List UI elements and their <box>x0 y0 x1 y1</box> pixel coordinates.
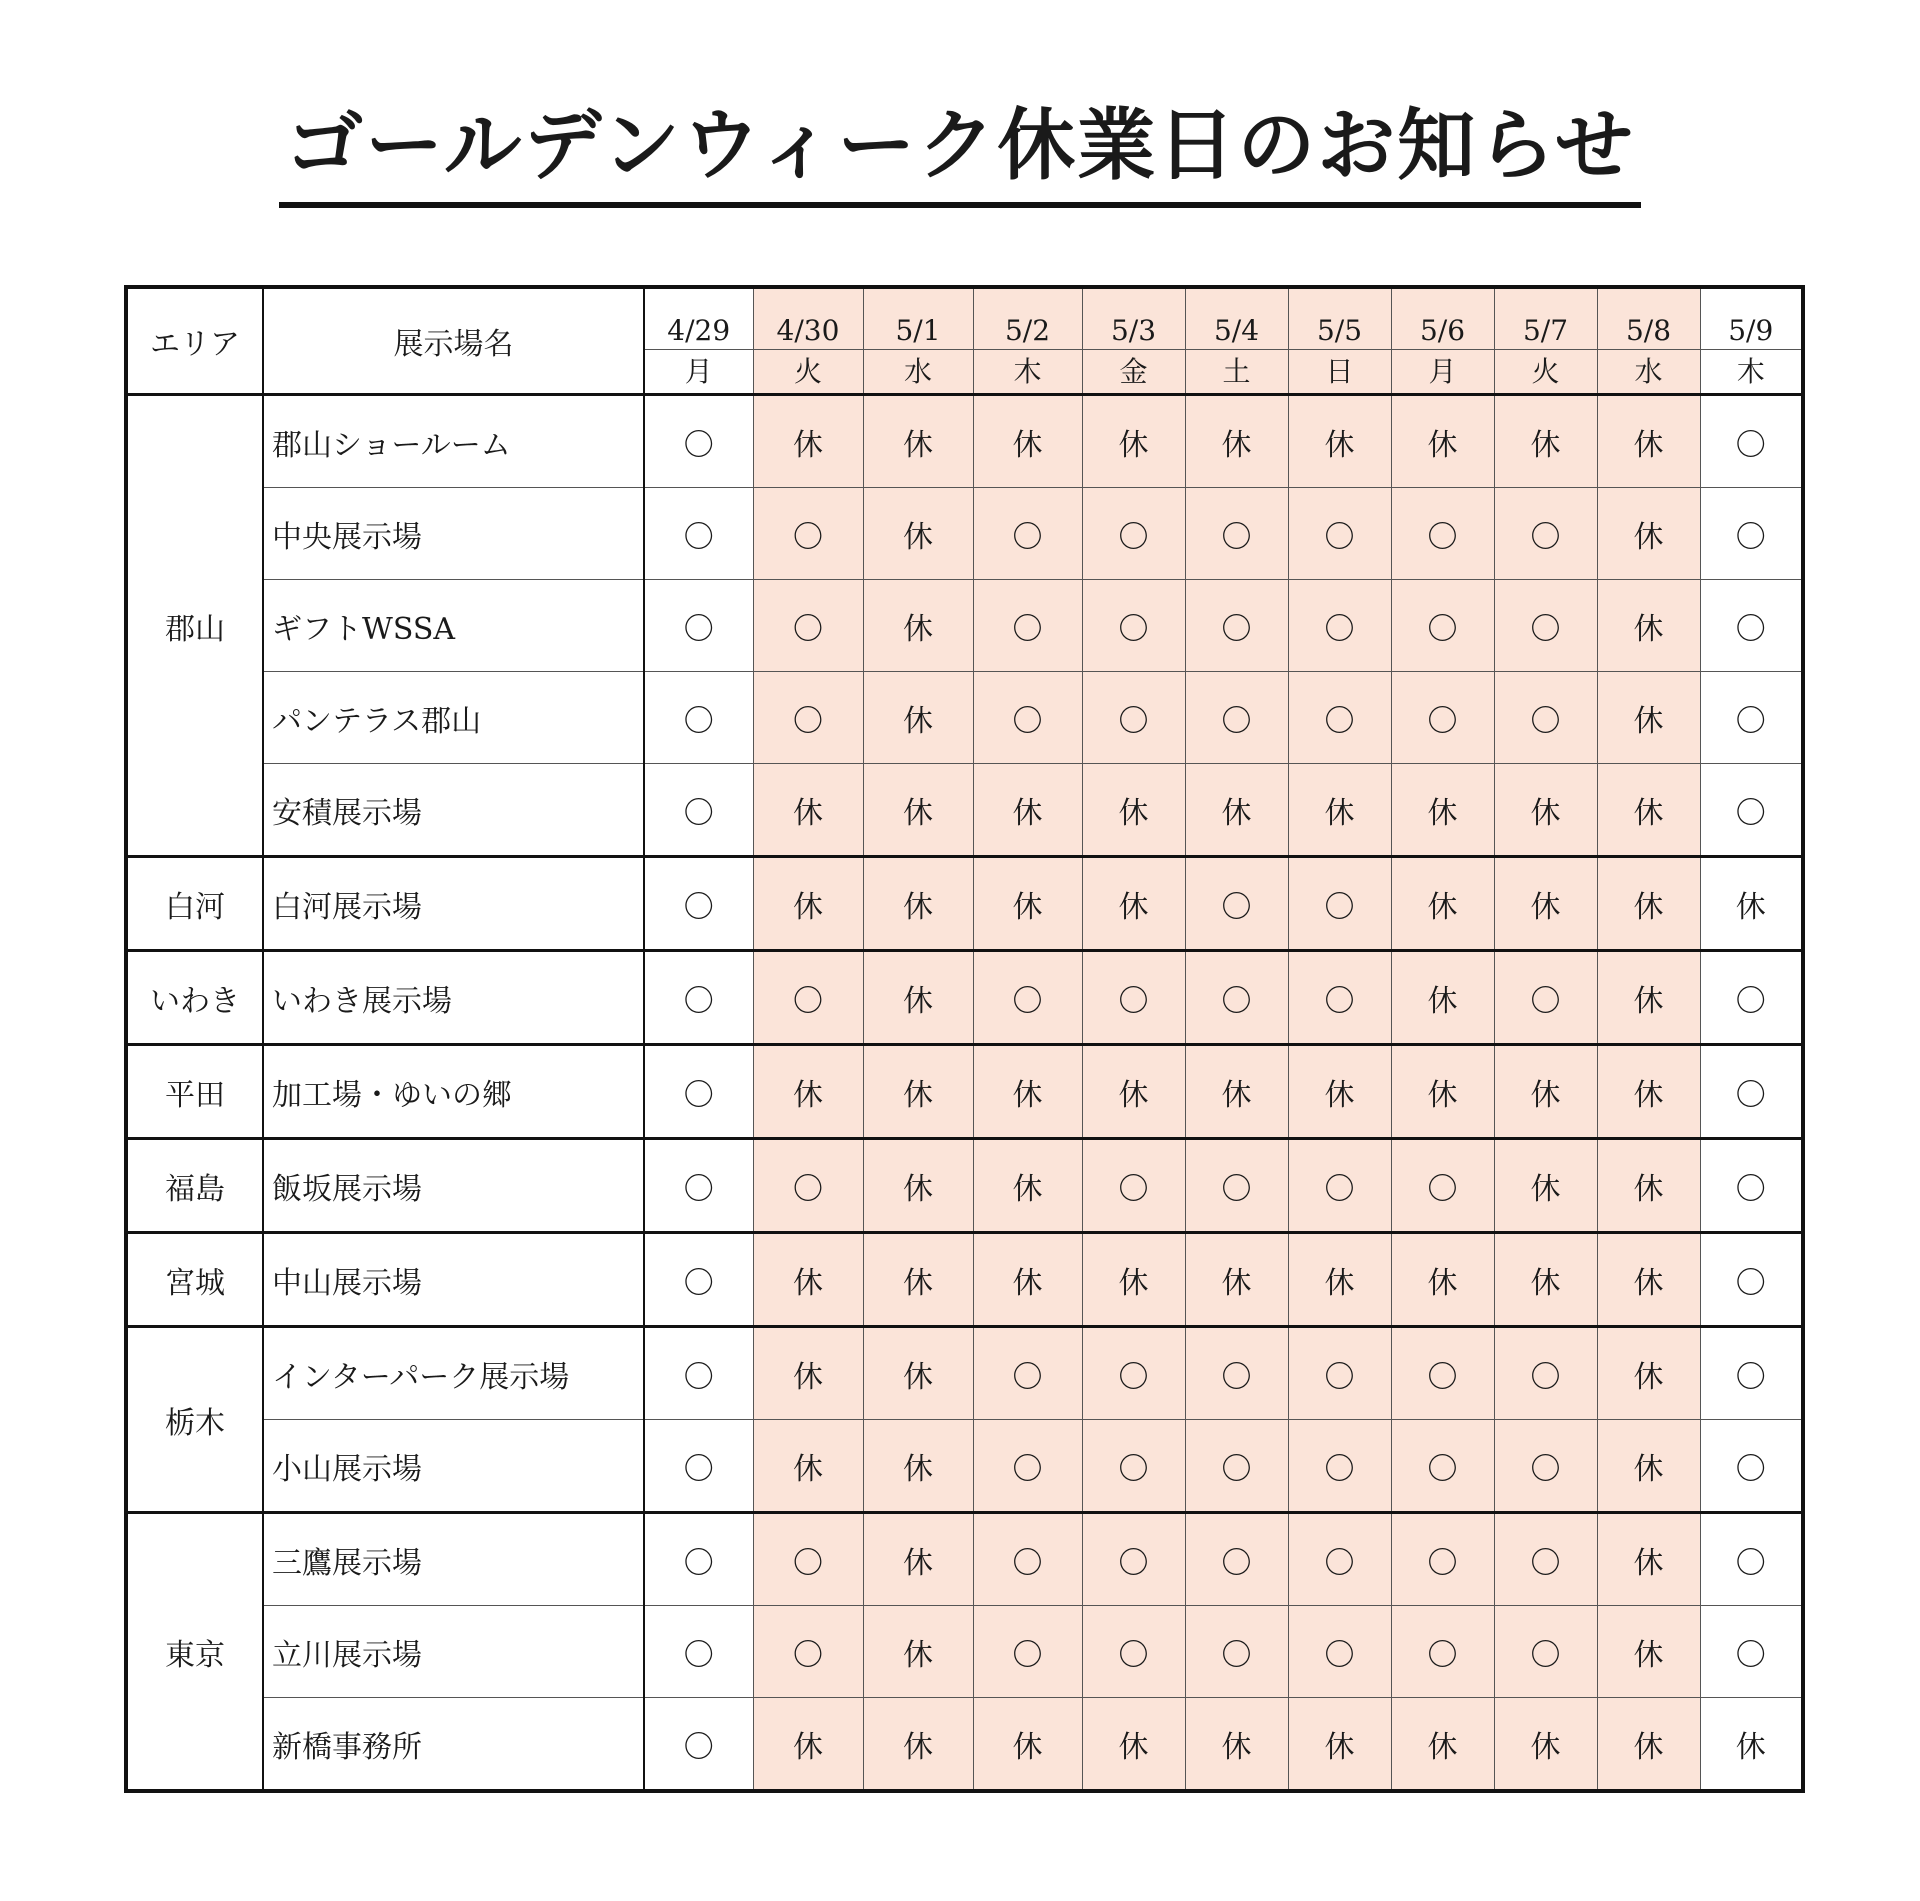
weekday-header: 月 <box>644 350 753 395</box>
open-mark-cell: 〇 <box>1185 1327 1288 1420</box>
table-row <box>126 1327 1803 1420</box>
weekday-header: 日 <box>1288 350 1391 395</box>
area-cell: いわき <box>126 951 263 1045</box>
closed-mark-cell: 休 <box>753 1420 863 1513</box>
closed-mark-cell: 休 <box>973 764 1082 857</box>
open-mark-cell: 〇 <box>644 951 753 1045</box>
open-mark-cell: 〇 <box>1700 672 1803 764</box>
closed-mark-cell: 休 <box>1391 395 1494 488</box>
closed-mark-cell: 休 <box>753 1233 863 1327</box>
open-mark-cell: 〇 <box>1185 1513 1288 1606</box>
open-mark-cell: 〇 <box>644 764 753 857</box>
closed-mark-cell: 休 <box>1494 395 1597 488</box>
page-title <box>0 96 1920 208</box>
closed-mark-cell: 休 <box>753 1698 863 1792</box>
header-date-row <box>126 287 1803 350</box>
open-mark-cell: 〇 <box>644 857 753 951</box>
weekday-header: 月 <box>1391 350 1494 395</box>
area-cell: 宮城 <box>126 1233 263 1327</box>
closed-mark-cell: 休 <box>973 857 1082 951</box>
open-mark-cell: 〇 <box>1185 580 1288 672</box>
page-title-text: ゴールデンウィーク休業日のお知らせ <box>279 96 1641 208</box>
closed-mark-cell: 休 <box>973 1045 1082 1139</box>
open-mark-cell: 〇 <box>1185 1139 1288 1233</box>
closed-mark-cell: 休 <box>1288 764 1391 857</box>
open-mark-cell: 〇 <box>973 1513 1082 1606</box>
open-mark-cell: 〇 <box>973 672 1082 764</box>
closed-mark-cell: 休 <box>1597 1698 1700 1792</box>
open-mark-cell: 〇 <box>1494 580 1597 672</box>
closed-mark-cell: 休 <box>1597 1233 1700 1327</box>
closed-mark-cell: 休 <box>1082 395 1185 488</box>
area-cell: 東京 <box>126 1513 263 1792</box>
closed-mark-cell: 休 <box>1494 1139 1597 1233</box>
closed-mark-cell: 休 <box>863 764 973 857</box>
open-mark-cell: 〇 <box>1288 672 1391 764</box>
site-name-cell: 中山展示場 <box>263 1233 644 1327</box>
closed-mark-cell: 休 <box>1597 1606 1700 1698</box>
table-row <box>126 857 1803 951</box>
holiday-schedule-table <box>124 285 1805 1793</box>
open-mark-cell: 〇 <box>644 1233 753 1327</box>
closed-mark-cell: 休 <box>1185 1045 1288 1139</box>
closed-mark-cell: 休 <box>1082 1698 1185 1792</box>
closed-mark-cell: 休 <box>1082 764 1185 857</box>
open-mark-cell: 〇 <box>1185 1420 1288 1513</box>
table-row <box>126 951 1803 1045</box>
open-mark-cell: 〇 <box>644 395 753 488</box>
closed-mark-cell: 休 <box>1494 1233 1597 1327</box>
weekday-header: 土 <box>1185 350 1288 395</box>
date-header: 5/6 <box>1391 287 1494 350</box>
open-mark-cell: 〇 <box>1288 1139 1391 1233</box>
open-mark-cell: 〇 <box>1700 1606 1803 1698</box>
open-mark-cell: 〇 <box>753 488 863 580</box>
date-header: 5/3 <box>1082 287 1185 350</box>
open-mark-cell: 〇 <box>1288 1606 1391 1698</box>
open-mark-cell: 〇 <box>644 1513 753 1606</box>
site-name-cell: 白河展示場 <box>263 857 644 951</box>
date-header: 5/7 <box>1494 287 1597 350</box>
open-mark-cell: 〇 <box>1494 1513 1597 1606</box>
closed-mark-cell: 休 <box>753 764 863 857</box>
area-cell: 栃木 <box>126 1327 263 1513</box>
closed-mark-cell: 休 <box>1288 1698 1391 1792</box>
open-mark-cell: 〇 <box>753 1606 863 1698</box>
open-mark-cell: 〇 <box>1391 1606 1494 1698</box>
closed-mark-cell: 休 <box>1597 580 1700 672</box>
open-mark-cell: 〇 <box>1391 1327 1494 1420</box>
open-mark-cell: 〇 <box>1700 1045 1803 1139</box>
area-cell: 白河 <box>126 857 263 951</box>
closed-mark-cell: 休 <box>1597 488 1700 580</box>
date-header: 5/8 <box>1597 287 1700 350</box>
table-row <box>126 395 1803 488</box>
closed-mark-cell: 休 <box>1494 764 1597 857</box>
closed-mark-cell: 休 <box>1185 764 1288 857</box>
date-header: 5/4 <box>1185 287 1288 350</box>
open-mark-cell: 〇 <box>1082 672 1185 764</box>
open-mark-cell: 〇 <box>1494 1420 1597 1513</box>
open-mark-cell: 〇 <box>753 951 863 1045</box>
open-mark-cell: 〇 <box>1288 488 1391 580</box>
site-name-cell: 安積展示場 <box>263 764 644 857</box>
closed-mark-cell: 休 <box>1700 857 1803 951</box>
open-mark-cell: 〇 <box>1700 1233 1803 1327</box>
closed-mark-cell: 休 <box>1082 1233 1185 1327</box>
open-mark-cell: 〇 <box>644 1327 753 1420</box>
closed-mark-cell: 休 <box>1288 395 1391 488</box>
open-mark-cell: 〇 <box>644 1606 753 1698</box>
open-mark-cell: 〇 <box>1700 1327 1803 1420</box>
closed-mark-cell: 休 <box>1597 857 1700 951</box>
site-name-cell: 加工場・ゆいの郷 <box>263 1045 644 1139</box>
open-mark-cell: 〇 <box>644 488 753 580</box>
closed-mark-cell: 休 <box>1597 1420 1700 1513</box>
closed-mark-cell: 休 <box>1494 857 1597 951</box>
table-row <box>126 1420 1803 1513</box>
open-mark-cell: 〇 <box>973 1420 1082 1513</box>
open-mark-cell: 〇 <box>644 1045 753 1139</box>
closed-mark-cell: 休 <box>1391 951 1494 1045</box>
open-mark-cell: 〇 <box>1185 1606 1288 1698</box>
closed-mark-cell: 休 <box>1494 1698 1597 1792</box>
table-row <box>126 672 1803 764</box>
closed-mark-cell: 休 <box>753 1327 863 1420</box>
open-mark-cell: 〇 <box>1082 1139 1185 1233</box>
open-mark-cell: 〇 <box>1288 580 1391 672</box>
area-cell: 郡山 <box>126 395 263 857</box>
closed-mark-cell: 休 <box>863 1233 973 1327</box>
site-name-cell: 小山展示場 <box>263 1420 644 1513</box>
open-mark-cell: 〇 <box>973 1606 1082 1698</box>
weekday-header: 水 <box>863 350 973 395</box>
open-mark-cell: 〇 <box>1082 1327 1185 1420</box>
weekday-header: 火 <box>1494 350 1597 395</box>
open-mark-cell: 〇 <box>1082 1420 1185 1513</box>
closed-mark-cell: 休 <box>1185 1233 1288 1327</box>
site-name-cell: 立川展示場 <box>263 1606 644 1698</box>
weekday-header: 火 <box>753 350 863 395</box>
date-header: 4/29 <box>644 287 753 350</box>
open-mark-cell: 〇 <box>973 580 1082 672</box>
date-header: 5/1 <box>863 287 973 350</box>
closed-mark-cell: 休 <box>1597 1327 1700 1420</box>
closed-mark-cell: 休 <box>973 1233 1082 1327</box>
table-row <box>126 764 1803 857</box>
open-mark-cell: 〇 <box>1494 1606 1597 1698</box>
site-name-cell: 三鷹展示場 <box>263 1513 644 1606</box>
closed-mark-cell: 休 <box>863 672 973 764</box>
open-mark-cell: 〇 <box>1700 488 1803 580</box>
table-row <box>126 1045 1803 1139</box>
site-name-cell: いわき展示場 <box>263 951 644 1045</box>
closed-mark-cell: 休 <box>1597 672 1700 764</box>
open-mark-cell: 〇 <box>1494 1327 1597 1420</box>
closed-mark-cell: 休 <box>973 395 1082 488</box>
open-mark-cell: 〇 <box>1288 951 1391 1045</box>
open-mark-cell: 〇 <box>1700 580 1803 672</box>
closed-mark-cell: 休 <box>1391 1233 1494 1327</box>
area-cell: 福島 <box>126 1139 263 1233</box>
closed-mark-cell: 休 <box>863 951 973 1045</box>
table-row <box>126 1606 1803 1698</box>
open-mark-cell: 〇 <box>1185 951 1288 1045</box>
closed-mark-cell: 休 <box>753 1045 863 1139</box>
table-row <box>126 580 1803 672</box>
open-mark-cell: 〇 <box>1082 1606 1185 1698</box>
open-mark-cell: 〇 <box>644 1139 753 1233</box>
date-header: 5/9 <box>1700 287 1803 350</box>
open-mark-cell: 〇 <box>1391 1139 1494 1233</box>
area-column-header: エリア <box>126 287 263 395</box>
closed-mark-cell: 休 <box>863 1139 973 1233</box>
closed-mark-cell: 休 <box>1391 764 1494 857</box>
open-mark-cell: 〇 <box>644 580 753 672</box>
weekday-header: 水 <box>1597 350 1700 395</box>
table-row <box>126 1698 1803 1792</box>
open-mark-cell: 〇 <box>1185 672 1288 764</box>
weekday-header: 金 <box>1082 350 1185 395</box>
closed-mark-cell: 休 <box>1597 395 1700 488</box>
site-name-column-header: 展示場名 <box>263 287 644 395</box>
open-mark-cell: 〇 <box>1494 488 1597 580</box>
site-name-cell: パンテラス郡山 <box>263 672 644 764</box>
closed-mark-cell: 休 <box>863 1698 973 1792</box>
site-name-cell: 中央展示場 <box>263 488 644 580</box>
closed-mark-cell: 休 <box>973 1698 1082 1792</box>
closed-mark-cell: 休 <box>863 488 973 580</box>
date-header: 5/5 <box>1288 287 1391 350</box>
open-mark-cell: 〇 <box>1700 1513 1803 1606</box>
date-header: 4/30 <box>753 287 863 350</box>
weekday-header: 木 <box>1700 350 1803 395</box>
site-name-cell: 新橋事務所 <box>263 1698 644 1792</box>
closed-mark-cell: 休 <box>1391 857 1494 951</box>
closed-mark-cell: 休 <box>1185 395 1288 488</box>
closed-mark-cell: 休 <box>1185 1698 1288 1792</box>
area-cell: 平田 <box>126 1045 263 1139</box>
open-mark-cell: 〇 <box>1082 580 1185 672</box>
closed-mark-cell: 休 <box>863 857 973 951</box>
open-mark-cell: 〇 <box>1700 764 1803 857</box>
closed-mark-cell: 休 <box>863 1513 973 1606</box>
table-body <box>126 287 1803 1791</box>
closed-mark-cell: 休 <box>863 395 973 488</box>
open-mark-cell: 〇 <box>1700 1420 1803 1513</box>
closed-mark-cell: 休 <box>1597 951 1700 1045</box>
open-mark-cell: 〇 <box>1391 488 1494 580</box>
open-mark-cell: 〇 <box>1185 488 1288 580</box>
closed-mark-cell: 休 <box>1597 1045 1700 1139</box>
closed-mark-cell: 休 <box>1597 1513 1700 1606</box>
closed-mark-cell: 休 <box>753 857 863 951</box>
closed-mark-cell: 休 <box>863 580 973 672</box>
open-mark-cell: 〇 <box>1391 1513 1494 1606</box>
open-mark-cell: 〇 <box>1494 672 1597 764</box>
open-mark-cell: 〇 <box>973 488 1082 580</box>
closed-mark-cell: 休 <box>863 1420 973 1513</box>
weekday-header: 木 <box>973 350 1082 395</box>
open-mark-cell: 〇 <box>644 672 753 764</box>
open-mark-cell: 〇 <box>1391 1420 1494 1513</box>
closed-mark-cell: 休 <box>1700 1698 1803 1792</box>
table-row <box>126 1233 1803 1327</box>
open-mark-cell: 〇 <box>644 1698 753 1792</box>
site-name-cell: 郡山ショールーム <box>263 395 644 488</box>
open-mark-cell: 〇 <box>1391 672 1494 764</box>
open-mark-cell: 〇 <box>1494 951 1597 1045</box>
open-mark-cell: 〇 <box>1082 1513 1185 1606</box>
site-name-cell: インターパーク展示場 <box>263 1327 644 1420</box>
open-mark-cell: 〇 <box>753 672 863 764</box>
closed-mark-cell: 休 <box>753 395 863 488</box>
open-mark-cell: 〇 <box>1700 1139 1803 1233</box>
open-mark-cell: 〇 <box>1288 1513 1391 1606</box>
closed-mark-cell: 休 <box>1597 764 1700 857</box>
date-header: 5/2 <box>973 287 1082 350</box>
closed-mark-cell: 休 <box>863 1327 973 1420</box>
open-mark-cell: 〇 <box>1700 951 1803 1045</box>
closed-mark-cell: 休 <box>1288 1045 1391 1139</box>
open-mark-cell: 〇 <box>1082 951 1185 1045</box>
site-name-cell: ギフトWSSA <box>263 580 644 672</box>
open-mark-cell: 〇 <box>753 1139 863 1233</box>
closed-mark-cell: 休 <box>1288 1233 1391 1327</box>
open-mark-cell: 〇 <box>1288 857 1391 951</box>
open-mark-cell: 〇 <box>1082 488 1185 580</box>
open-mark-cell: 〇 <box>1391 580 1494 672</box>
closed-mark-cell: 休 <box>1082 857 1185 951</box>
open-mark-cell: 〇 <box>644 1420 753 1513</box>
closed-mark-cell: 休 <box>1391 1045 1494 1139</box>
open-mark-cell: 〇 <box>753 580 863 672</box>
site-name-cell: 飯坂展示場 <box>263 1139 644 1233</box>
open-mark-cell: 〇 <box>1288 1420 1391 1513</box>
open-mark-cell: 〇 <box>973 1327 1082 1420</box>
closed-mark-cell: 休 <box>1597 1139 1700 1233</box>
open-mark-cell: 〇 <box>1185 857 1288 951</box>
open-mark-cell: 〇 <box>753 1513 863 1606</box>
closed-mark-cell: 休 <box>1082 1045 1185 1139</box>
open-mark-cell: 〇 <box>1700 395 1803 488</box>
open-mark-cell: 〇 <box>973 951 1082 1045</box>
closed-mark-cell: 休 <box>973 1139 1082 1233</box>
table-row <box>126 1513 1803 1606</box>
closed-mark-cell: 休 <box>1494 1045 1597 1139</box>
closed-mark-cell: 休 <box>863 1045 973 1139</box>
closed-mark-cell: 休 <box>1391 1698 1494 1792</box>
open-mark-cell: 〇 <box>1288 1327 1391 1420</box>
closed-mark-cell: 休 <box>863 1606 973 1698</box>
table-row <box>126 488 1803 580</box>
table-row <box>126 1139 1803 1233</box>
